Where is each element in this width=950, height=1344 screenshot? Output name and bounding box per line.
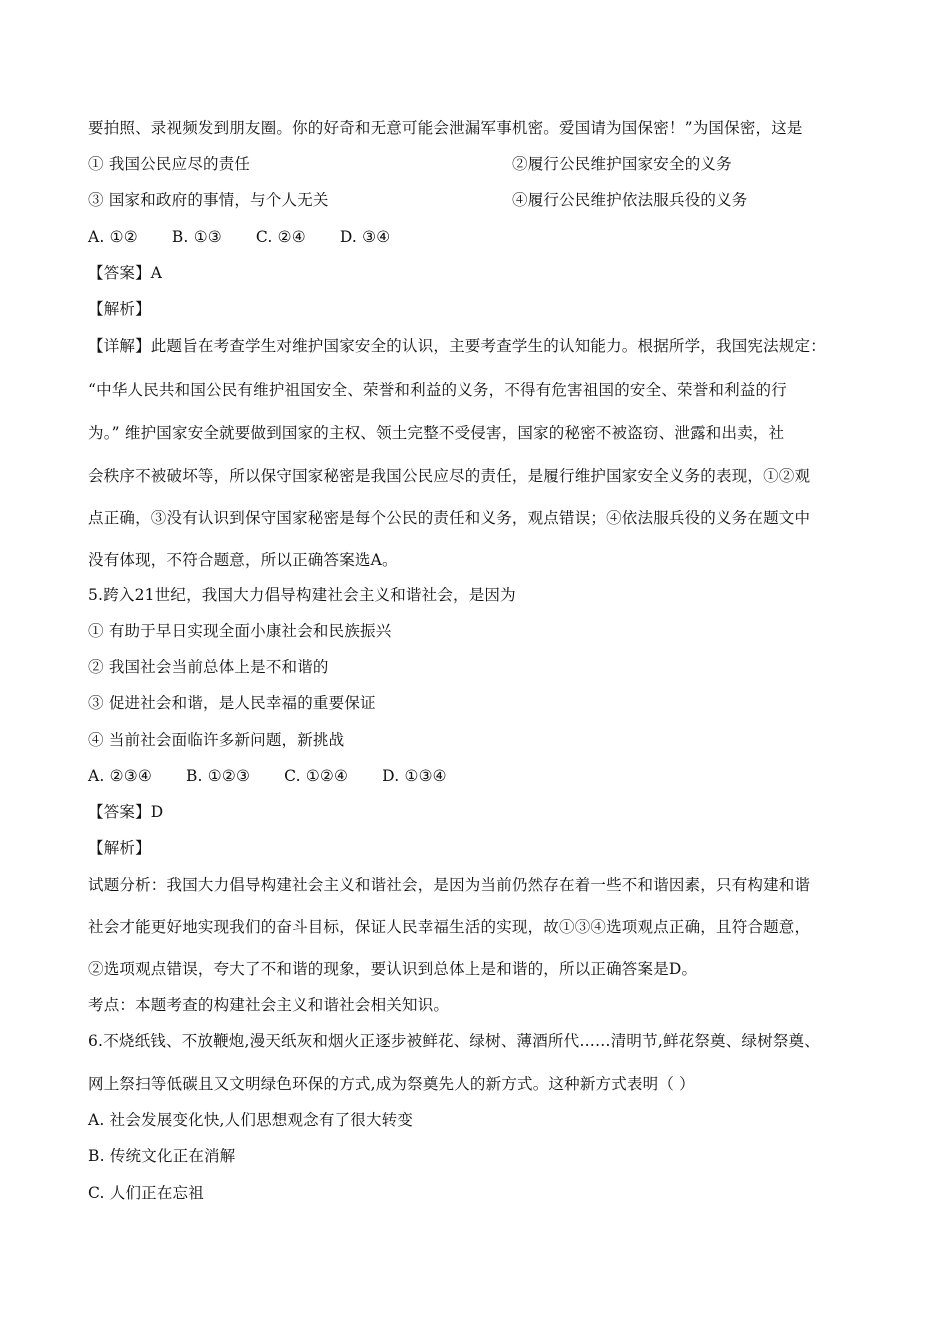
q4-detail-line-1: 【详解】此题旨在考查学生对维护国家安全的认识，主要考查学生的认知能力。根据所学，我国宪法规定： (88, 337, 826, 355)
q5-statement-4: ④ 当前社会面临许多新问题，新挑战 (88, 731, 345, 749)
q5-answer: 【答案】D (88, 803, 164, 821)
q4-statement-2: ②履行公民维护国家安全的义务 (512, 155, 732, 173)
q5-statement-3: ③ 促进社会和谐，是人民幸福的重要保证 (88, 694, 376, 712)
q4-detail-line-5: 点正确，③没有认识到保守国家秘密是每个公民的责任和义务，观点错误；④依法服兵役的义务在题文中 (88, 509, 811, 527)
q5-option-d: D. ①③④ (382, 767, 447, 785)
q4-detail-line-3: 为。” 维护国家安全就要做到国家的主权、领土完整不受侵害，国家的秘密不被盗窃、泄露和出卖，社 (88, 424, 785, 442)
q4-statement-4: ④履行公民维护依法服兵役的义务 (512, 191, 748, 209)
q4-options (88, 227, 424, 247)
q4-stem-tail: 要拍照、录视频发到朋友圈。你的好奇和无意可能会泄漏军事机密。爱国请为国保密！”为国保密，这是 (88, 119, 803, 137)
q4-option-d: D. ③④ (339, 228, 391, 246)
q5-detail-line-2: 社会才能更好地实现我们的奋斗目标，保证人民幸福生活的实现，故①③④选项观点正确，且符合题意， (88, 918, 811, 936)
q4-statement-row-1 (88, 154, 868, 174)
q4-statement-row-2 (88, 190, 868, 210)
q5-statement-2: ② 我国社会当前总体上是不和谐的 (88, 658, 329, 676)
q4-option-c: C. ②④ (255, 228, 306, 246)
q5-analysis-label: 【解析】 (88, 839, 151, 857)
q4-statement-3: ③ 国家和政府的事情，与个人无关 (88, 191, 329, 209)
q4-answer: 【答案】A (88, 264, 163, 282)
q6-option-a: A. 社会发展变化快,人们思想观念有了很大转变 (88, 1111, 414, 1129)
q5-detail-line-1: 试题分析：我国大力倡导构建社会主义和谐社会，是因为当前仍然存在着一些不和谐因素，只有构建和谐 (88, 876, 811, 894)
q5-detail-line-4: 考点：本题考查的构建社会主义和谐社会相关知识。 (88, 996, 450, 1014)
q6-stem-line-2: 网上祭扫等低碳且又文明绿色环保的方式,成为祭奠先人的新方式。这种新方式表明（ ） (88, 1075, 695, 1093)
q5-stem: 5.跨入21世纪，我国大力倡导构建社会主义和谐社会，是因为 (88, 586, 516, 604)
q6-option-b: B. 传统文化正在消解 (88, 1147, 236, 1165)
q5-option-b: B. ①②③ (185, 767, 251, 785)
q5-options (88, 766, 481, 786)
q5-option-c: C. ①②④ (284, 767, 349, 785)
q5-option-a: A. ②③④ (88, 767, 152, 785)
q4-option-a: A. ①② (88, 228, 138, 246)
q4-detail-line-4: 会秩序不被破坏等，所以保守国家秘密是我国公民应尽的责任，是履行维护国家安全义务的表现，①②观 (88, 467, 811, 485)
q6-option-c: C. 人们正在忘祖 (88, 1184, 204, 1202)
q4-statement-1: ① 我国公民应尽的责任 (88, 155, 251, 173)
q4-detail-line-6: 没有体现，不符合题意，所以正确答案选A。 (88, 551, 398, 569)
q5-detail-line-3: ②选项观点错误，夸大了不和谐的现象，要认识到总体上是和谐的，所以正确答案是D。 (88, 960, 698, 978)
q4-analysis-label: 【解析】 (88, 300, 151, 318)
q6-stem-line-1: 6.不烧纸钱、不放鞭炮,漫天纸灰和烟火正逐步被鲜花、绿树、薄酒所代……清明节,鲜花祭奠、绿树祭奠、 (88, 1032, 820, 1050)
q4-option-b: B. ①③ (171, 228, 222, 246)
q5-statement-1: ① 有助于早日实现全面小康社会和民族振兴 (88, 622, 392, 640)
q4-detail-line-2: “中华人民共和国公民有维护祖国安全、荣誉和利益的义务，不得有危害祖国的安全、荣誉和利益的行 (88, 381, 787, 399)
